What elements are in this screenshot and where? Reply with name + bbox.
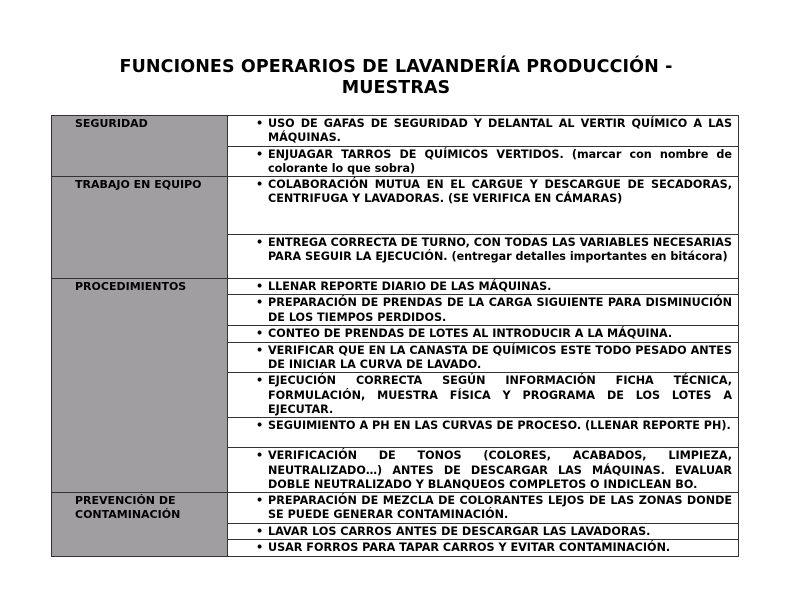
bullet-icon: • [256, 343, 264, 357]
task-text: COLABORACIÓN MUTUA EN EL CARGUE Y DESCARGUE DE SECADORAS, CENTRIFUGA Y LAVADORAS. (SE VERIFICA EN CÁMARAS) [268, 178, 732, 206]
task-text: PREPARACIÓN DE PRENDAS DE LA CARGA SIGUIENTE PARA DISMINUCIÓN DE LOS TIEMPOS PERDIDOS. [268, 296, 732, 324]
bullet-icon: • [256, 449, 264, 463]
category-label: PREVENCIÓN DE CONTAMINACIÓN [75, 494, 181, 522]
task-cell [228, 146, 739, 177]
bullet-icon: • [256, 280, 264, 294]
bullet-icon: • [256, 178, 264, 192]
functions-table [51, 115, 739, 557]
task-text: SEGUIMIENTO A PH EN LAS CURVAS DE PROCESO. (LLENAR REPORTE PH). [268, 419, 731, 433]
title-line-1: FUNCIONES OPERARIOS DE LAVANDERÍA PRODUCCIÓN - [119, 57, 673, 77]
task-cell [228, 235, 739, 279]
table-row [52, 279, 739, 295]
category-label: TRABAJO EN EQUIPO [75, 178, 202, 192]
document-title [80, 57, 712, 99]
task-cell [228, 373, 739, 418]
bullet-icon: • [256, 419, 264, 433]
bullet-icon: • [256, 494, 264, 508]
category-cell [52, 177, 228, 279]
task-cell [228, 524, 739, 540]
task-cell [228, 177, 739, 235]
category-label: SEGURIDAD [75, 117, 148, 130]
bullet-icon: • [256, 374, 264, 388]
task-text: PREPARACIÓN DE MEZCLA DE COLORANTES LEJOS DE LAS ZONAS DONDE SE PUEDE GENERAR CONTAMINACIÓN. [268, 494, 732, 522]
task-text: USO DE GAFAS DE SEGURIDAD Y DELANTAL AL VERTIR QUÍMICO A LAS MÁQUINAS. [268, 117, 732, 145]
task-cell [228, 295, 739, 326]
task-text: ENJUAGAR TARROS DE QUÍMICOS VERTIDOS. (marcar con nombre de colorante lo que sobra) [268, 147, 732, 175]
category-cell [52, 493, 228, 557]
task-cell [228, 342, 739, 373]
task-text: USAR FORROS PARA TAPAR CARROS Y EVITAR CONTAMINACIÓN. [268, 541, 671, 555]
task-cell [228, 448, 739, 493]
task-cell [228, 418, 739, 448]
category-cell [52, 116, 228, 177]
task-text: LAVAR LOS CARROS ANTES DE DESCARGAR LAS LAVADORAS. [268, 525, 651, 539]
task-cell [228, 326, 739, 342]
bullet-icon: • [256, 147, 264, 161]
task-cell [228, 540, 739, 556]
table-row [52, 177, 739, 235]
bullet-icon: • [256, 117, 264, 130]
bullet-icon: • [256, 541, 264, 555]
functions-table-body [52, 116, 739, 557]
task-text: LLENAR REPORTE DIARIO DE LAS MÁQUINAS. [268, 280, 552, 294]
task-text: CONTEO DE PRENDAS DE LOTES AL INTRODUCIR A LA MÁQUINA. [268, 327, 673, 341]
title-line-2: MUESTRAS [341, 78, 451, 98]
table-row [52, 116, 739, 147]
task-text: VERIFICAR QUE EN LA CANASTA DE QUÍMICOS ESTE TODO PESADO ANTES DE INICIAR LA CURVA DE LAVADO. [268, 343, 732, 372]
task-text: EJECUCIÓN CORRECTA SEGÚN INFORMACIÓN FICHA TÉCNICA, FORMULACIÓN, MUESTRA FÍSICA Y PROGRAMA DE LOS LOTES A EJECUTAR. [268, 374, 732, 416]
category-label: PROCEDIMIENTOS [75, 280, 187, 294]
bullet-icon: • [256, 236, 264, 250]
bullet-icon: • [256, 327, 264, 341]
task-cell [228, 493, 739, 524]
task-cell [228, 116, 739, 147]
bullet-icon: • [256, 296, 264, 310]
task-text: ENTREGA CORRECTA DE TURNO, CON TODAS LAS VARIABLES NECESARIAS PARA SEGUIR LA EJECUCIÓN. (entregar detalles importantes en bitácora) [268, 236, 732, 264]
table-row [52, 493, 739, 524]
task-cell [228, 279, 739, 295]
task-text: VERIFICACIÓN DE TONOS (COLORES, ACABADOS, LIMPIEZA, NEUTRALIZADO…) ANTES DE DESCARGAR LAS MÁQUINAS. EVALUAR DOBLE NEUTRALIZADO Y BLANQUEOS COMPLETOS O INDICLEAN BO. [268, 449, 732, 491]
bullet-icon: • [256, 525, 264, 539]
category-cell [52, 279, 228, 493]
